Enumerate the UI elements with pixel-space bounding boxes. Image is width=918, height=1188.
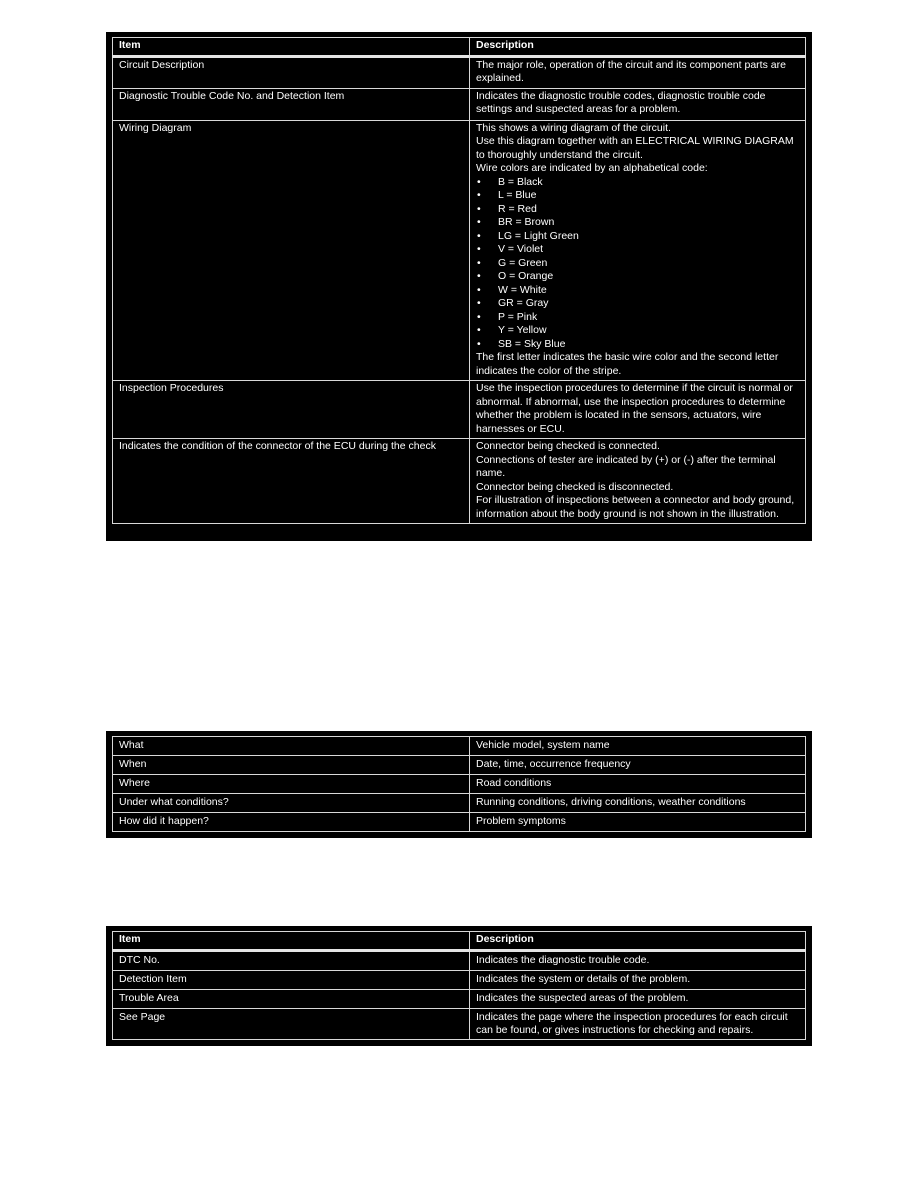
table-row xyxy=(113,970,806,989)
row-item: Inspection Procedures xyxy=(113,381,470,439)
table-row xyxy=(113,439,806,524)
list-item: • B = Black xyxy=(476,176,799,190)
problem-interview-table-panel xyxy=(106,731,812,838)
row-description xyxy=(470,439,806,524)
list-item: • GR = Gray xyxy=(476,297,799,311)
row-description: Indicates the system or details of the problem. xyxy=(470,970,806,989)
list-item: • SB = Sky Blue xyxy=(476,338,799,352)
row-item: DTC No. xyxy=(113,950,470,970)
row-item: See Page xyxy=(113,1008,470,1039)
header-description: Description xyxy=(470,38,806,57)
desc-line: Connector being checked is disconnected. xyxy=(476,480,674,493)
table-row xyxy=(113,950,806,970)
list-item: • BR = Brown xyxy=(476,216,799,230)
list-item: • O = Orange xyxy=(476,270,799,284)
desc-line: This shows a wiring diagram of the circuit. xyxy=(476,121,671,134)
row-item: Under what conditions? xyxy=(113,794,470,813)
list-item: • Y = Yellow xyxy=(476,324,799,338)
row-item: Circuit Description xyxy=(113,56,470,88)
row-item: Where xyxy=(113,775,470,794)
table-row xyxy=(113,775,806,794)
table-header-row xyxy=(113,38,806,57)
row-description: Indicates the page where the inspection procedures for each circuit can be found, or gives instructions for checking and repairs. xyxy=(470,1008,806,1039)
list-item: • W = White xyxy=(476,284,799,298)
row-description: Use the inspection procedures to determine if the circuit is normal or abnormal. If abnormal, use the inspection procedures to determine whether the problem is located in the sensors, actuators, wire harnesses or ECU. xyxy=(470,381,806,439)
table-header-row xyxy=(113,932,806,951)
row-description: Indicates the suspected areas of the problem. xyxy=(470,989,806,1008)
table-row xyxy=(113,1008,806,1039)
header-item: Item xyxy=(113,38,470,57)
table-row xyxy=(113,88,806,120)
problem-interview-table xyxy=(112,736,806,832)
row-description: Problem symptoms xyxy=(470,813,806,832)
desc-line: The first letter indicates the basic wire color and the second letter indicates the color of the stripe. xyxy=(476,351,779,377)
table-row xyxy=(113,813,806,832)
table-row xyxy=(113,120,806,381)
row-description: Indicates the diagnostic trouble codes, diagnostic trouble code settings and suspected areas for a problem. xyxy=(470,88,806,120)
row-description: Vehicle model, system name xyxy=(470,737,806,756)
row-description: The major role, operation of the circuit and its component parts are explained. xyxy=(470,56,806,88)
row-description: Road conditions xyxy=(470,775,806,794)
desc-line: Connector being checked is connected. xyxy=(476,440,660,452)
row-item: What xyxy=(113,737,470,756)
list-item: • G = Green xyxy=(476,257,799,271)
header-item: Item xyxy=(113,932,470,951)
list-item: • R = Red xyxy=(476,203,799,217)
row-description: Running conditions, driving conditions, weather conditions xyxy=(470,794,806,813)
desc-line: Connections of tester are indicated by (+) or (-) after the terminal name. xyxy=(476,453,776,479)
row-item: When xyxy=(113,756,470,775)
desc-line: For illustration of inspections between a connector and body ground, information about the body ground is not shown in the illustration. xyxy=(476,494,795,520)
dtc-chart-table xyxy=(112,931,806,1040)
row-item: Detection Item xyxy=(113,970,470,989)
table-row xyxy=(113,794,806,813)
table-row xyxy=(113,56,806,88)
table-row xyxy=(113,381,806,439)
list-item: • LG = Light Green xyxy=(476,230,799,244)
diagnostic-items-table xyxy=(112,37,806,524)
dtc-chart-table-panel xyxy=(106,926,812,1046)
diagnostic-items-table-panel xyxy=(106,32,812,541)
row-description: Indicates the diagnostic trouble code. xyxy=(470,950,806,970)
list-item: • P = Pink xyxy=(476,311,799,325)
row-item: Trouble Area xyxy=(113,989,470,1008)
row-item: Indicates the condition of the connector of the ECU during the check xyxy=(113,439,470,524)
desc-line: Use this diagram together with an ELECTRICAL WIRING DIAGRAM to thoroughly understand the circuit. xyxy=(476,135,794,161)
row-item: Wiring Diagram xyxy=(113,120,470,381)
list-item: • L = Blue xyxy=(476,189,799,203)
row-description: Date, time, occurrence frequency xyxy=(470,756,806,775)
desc-line: Wire colors are indicated by an alphabetical code: xyxy=(476,162,708,174)
row-item: Diagnostic Trouble Code No. and Detection Item xyxy=(113,88,470,120)
header-description: Description xyxy=(470,932,806,951)
row-item: How did it happen? xyxy=(113,813,470,832)
table-row xyxy=(113,737,806,756)
row-description xyxy=(470,120,806,381)
table-row xyxy=(113,756,806,775)
table-row xyxy=(113,989,806,1008)
list-item: • V = Violet xyxy=(476,243,799,257)
wire-color-list xyxy=(476,176,799,352)
